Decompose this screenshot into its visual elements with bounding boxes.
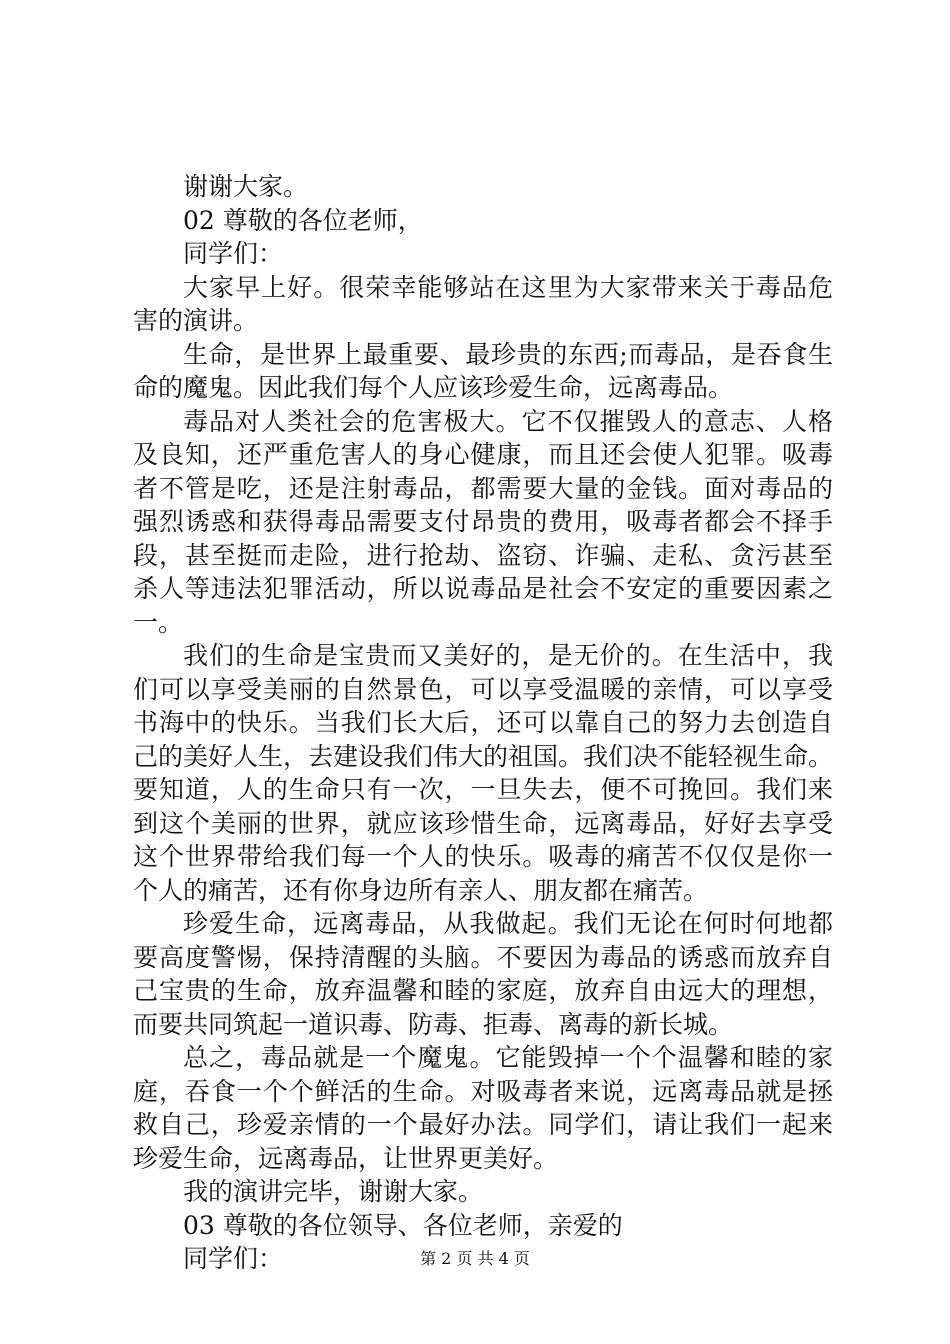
paragraph-line: 害的演讲。: [133, 306, 259, 335]
paragraph-line: 珍爱生命，远离毒品，让世界更美好。: [133, 1143, 559, 1173]
paragraph-line: 珍爱生命，远离毒品，从我做起。我们无论在何时何地都: [183, 909, 833, 938]
paragraph-line: 这个世界带给我们每一个人的快乐。吸毒的痛苦不仅仅是你一: [133, 842, 833, 871]
document-body: [133, 170, 833, 1276]
paragraph-line: 总之，毒品就是一个魔鬼。它能毁掉一个个温馨和睦的家: [183, 1043, 833, 1072]
paragraph-line: 一。: [133, 607, 184, 637]
paragraph-line: 个人的痛苦，还有你身边所有亲人、朋友都在痛苦。: [133, 875, 709, 905]
paragraph-line: 毒品对人类社会的危害极大。它不仅摧毁人的意志、人格: [183, 406, 833, 436]
paragraph-line: 命的魔鬼。因此我们每个人应该珍爱生命，远离毒品。: [133, 373, 734, 402]
paragraph-line: 者不管是吃，还是注射毒品，都需要大量的金钱。面对毒品的: [133, 473, 833, 503]
page-number-footer: 第 2 页 共 4 页: [420, 1249, 530, 1268]
section-heading: 03 尊敬的各位领导、各位老师，亲爱的: [183, 1210, 623, 1240]
paragraph-line: 己宝贵的生命，放弃温馨和睦的家庭，放弃自由远大的理想，: [133, 976, 833, 1005]
paragraph-line: 杀人等违法犯罪活动，所以说毒品是社会不安定的重要因素之: [133, 574, 833, 603]
paragraph-line: 要高度警惕，保持清醒的头脑。不要因为毒品的诱惑而放弃自: [133, 942, 833, 972]
salutation-line: 同学们：: [183, 239, 284, 268]
paragraph-line: 们可以享受美丽的自然景色，可以享受温暖的亲情，可以享受: [133, 674, 833, 704]
paragraph-line: 己的美好人生，去建设我们伟大的祖国。我们决不能轻视生命。: [133, 741, 834, 771]
paragraph-line: 到这个美丽的世界，就应该珍惜生命，远离毒品，好好去享受: [133, 808, 833, 838]
paragraph-line: 生命，是世界上最重要、最珍贵的东西;而毒品，是吞食生: [183, 339, 833, 369]
paragraph-line: 庭，吞食一个个鲜活的生命。对吸毒者来说，远离毒品就是拯: [133, 1076, 833, 1106]
paragraph-line: 我们的生命是宝贵而又美好的，是无价的。在生活中，我: [183, 641, 833, 670]
closing-line: 我的演讲完毕，谢谢大家。: [183, 1177, 484, 1206]
paragraph-line: 及良知，还严重危害人的身心健康，而且还会使人犯罪。吸毒: [133, 440, 833, 469]
paragraph-line: 要知道，人的生命只有一次，一旦失去，便不可挽回。我们来: [133, 775, 833, 804]
paragraph-line: 强烈诱惑和获得毒品需要支付昂贵的费用，吸毒者都会不择手: [133, 507, 833, 536]
text-line: 谢谢大家。: [183, 172, 309, 201]
paragraph-line: 救自己，珍爱亲情的一个最好办法。同学们，请让我们一起来: [133, 1110, 833, 1139]
section-heading: 02 尊敬的各位老师，: [183, 205, 423, 235]
paragraph-line: 段，甚至挺而走险，进行抢劫、盗窃、诈骗、走私、贪污甚至: [133, 540, 833, 570]
paragraph-line: 大家早上好。很荣幸能够站在这里为大家带来关于毒品危: [183, 272, 833, 302]
paragraph-line: 而要共同筑起一道识毒、防毒、拒毒、离毒的新长城。: [133, 1009, 734, 1039]
salutation-line: 同学们：: [183, 1244, 284, 1273]
paragraph-line: 书海中的快乐。当我们长大后，还可以靠自己的努力去创造自: [133, 708, 833, 737]
